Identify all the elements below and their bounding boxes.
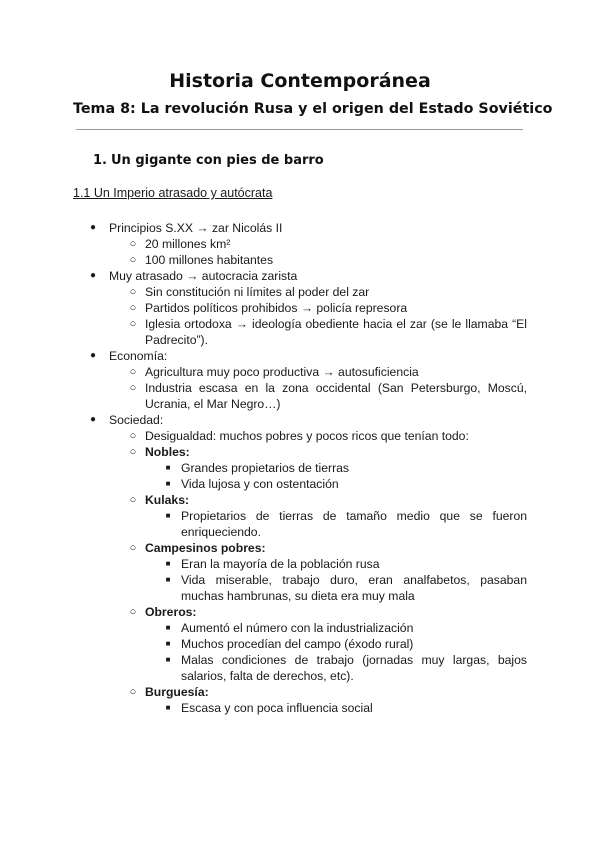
list-item: 20 millones km² [145, 237, 231, 251]
list-item-continuation: enriqueciendo. [181, 525, 261, 539]
circle-marker: ○ [129, 366, 137, 378]
list-item: Vida lujosa y con ostentación [181, 477, 339, 491]
subsection-heading: 1.1 Un Imperio atrasado y autócrata [73, 186, 273, 200]
group-label-campesinos: Campesinos pobres: [145, 541, 266, 555]
group-label-kulaks: Kulaks: [145, 493, 190, 507]
square-marker: ■ [165, 479, 171, 488]
circle-marker: ○ [129, 318, 137, 330]
circle-marker: ○ [129, 606, 137, 618]
list-item-continuation: muchas hambrunas, su dieta era muy mala [181, 589, 415, 603]
list-item: Agricultura muy poco productiva → autosuficiencia [145, 365, 419, 379]
list-item: Aumentó el número con la industrialización [181, 621, 414, 635]
list-item: Malas condiciones de trabajo (jornadas muy largas, bajos [181, 653, 527, 667]
circle-marker: ○ [129, 430, 137, 442]
list-item-continuation: Ucrania, el Mar Negro…) [145, 397, 281, 411]
list-item: Eran la mayoría de la población rusa [181, 557, 380, 571]
list-item: Escasa y con poca influencia social [181, 701, 373, 715]
bullet-marker: ● [89, 350, 97, 361]
square-marker: ■ [165, 463, 171, 472]
circle-marker: ○ [129, 302, 137, 314]
bullet-marker: ● [89, 222, 97, 233]
list-item-economia: Economía: [109, 349, 168, 363]
circle-marker: ○ [129, 542, 137, 554]
bullet-marker: ● [89, 414, 97, 425]
list-item: Vida miserable, trabajo duro, eran analfabetos, pasaban [181, 573, 527, 587]
section-heading [93, 153, 324, 168]
circle-marker: ○ [129, 382, 137, 394]
section-number: 1. [93, 153, 107, 168]
square-marker: ■ [165, 511, 171, 520]
circle-marker: ○ [129, 254, 137, 266]
list-item: Iglesia ortodoxa → ideología obediente hacia el zar (se le llamaba “El [145, 317, 527, 331]
circle-marker: ○ [129, 238, 137, 250]
circle-marker: ○ [129, 286, 137, 298]
list-item: Muchos procedían del campo (éxodo rural) [181, 637, 414, 651]
list-item-continuation: Padrecito”). [145, 333, 208, 347]
group-label-burguesia: Burguesía: [145, 685, 209, 699]
list-item-sociedad: Sociedad: [109, 413, 164, 427]
title-divider [76, 129, 523, 130]
square-marker: ■ [165, 559, 171, 568]
circle-marker: ○ [129, 446, 137, 458]
circle-marker: ○ [129, 686, 137, 698]
square-marker: ■ [165, 575, 171, 584]
list-item: Sin constitución ni límites al poder del zar [145, 285, 370, 299]
group-label-nobles: Nobles: [145, 445, 190, 459]
square-marker: ■ [165, 703, 171, 712]
list-item-principios: Principios S.XX → zar Nicolás II [109, 221, 283, 235]
document-subtitle: Tema 8: La revolución Rusa y el origen del Estado Soviético [73, 101, 553, 117]
list-item: Propietarios de tierras de tamaño medio que se fueron [181, 509, 527, 523]
list-item: Industria escasa en la zona occidental (San Petersburgo, Moscú, [145, 381, 527, 395]
circle-marker: ○ [129, 494, 137, 506]
list-item-continuation: salarios, falta de derechos, etc). [181, 669, 354, 683]
square-marker: ■ [165, 623, 171, 632]
list-item: 100 millones habitantes [145, 253, 274, 267]
bullet-marker: ● [89, 270, 97, 281]
document-title: Historia Contemporánea [169, 70, 431, 92]
list-item: Grandes propietarios de tierras [181, 461, 350, 475]
square-marker: ■ [165, 655, 171, 664]
group-label-obreros: Obreros: [145, 605, 197, 619]
section-title: Un gigante con pies de barro [111, 153, 324, 168]
list-item: Partidos políticos prohibidos → policía represora [145, 301, 408, 315]
list-item: Desigualdad: muchos pobres y pocos ricos que tenían todo: [145, 429, 469, 443]
square-marker: ■ [165, 639, 171, 648]
list-item-atrasado: Muy atrasado → autocracia zarista [109, 269, 298, 283]
